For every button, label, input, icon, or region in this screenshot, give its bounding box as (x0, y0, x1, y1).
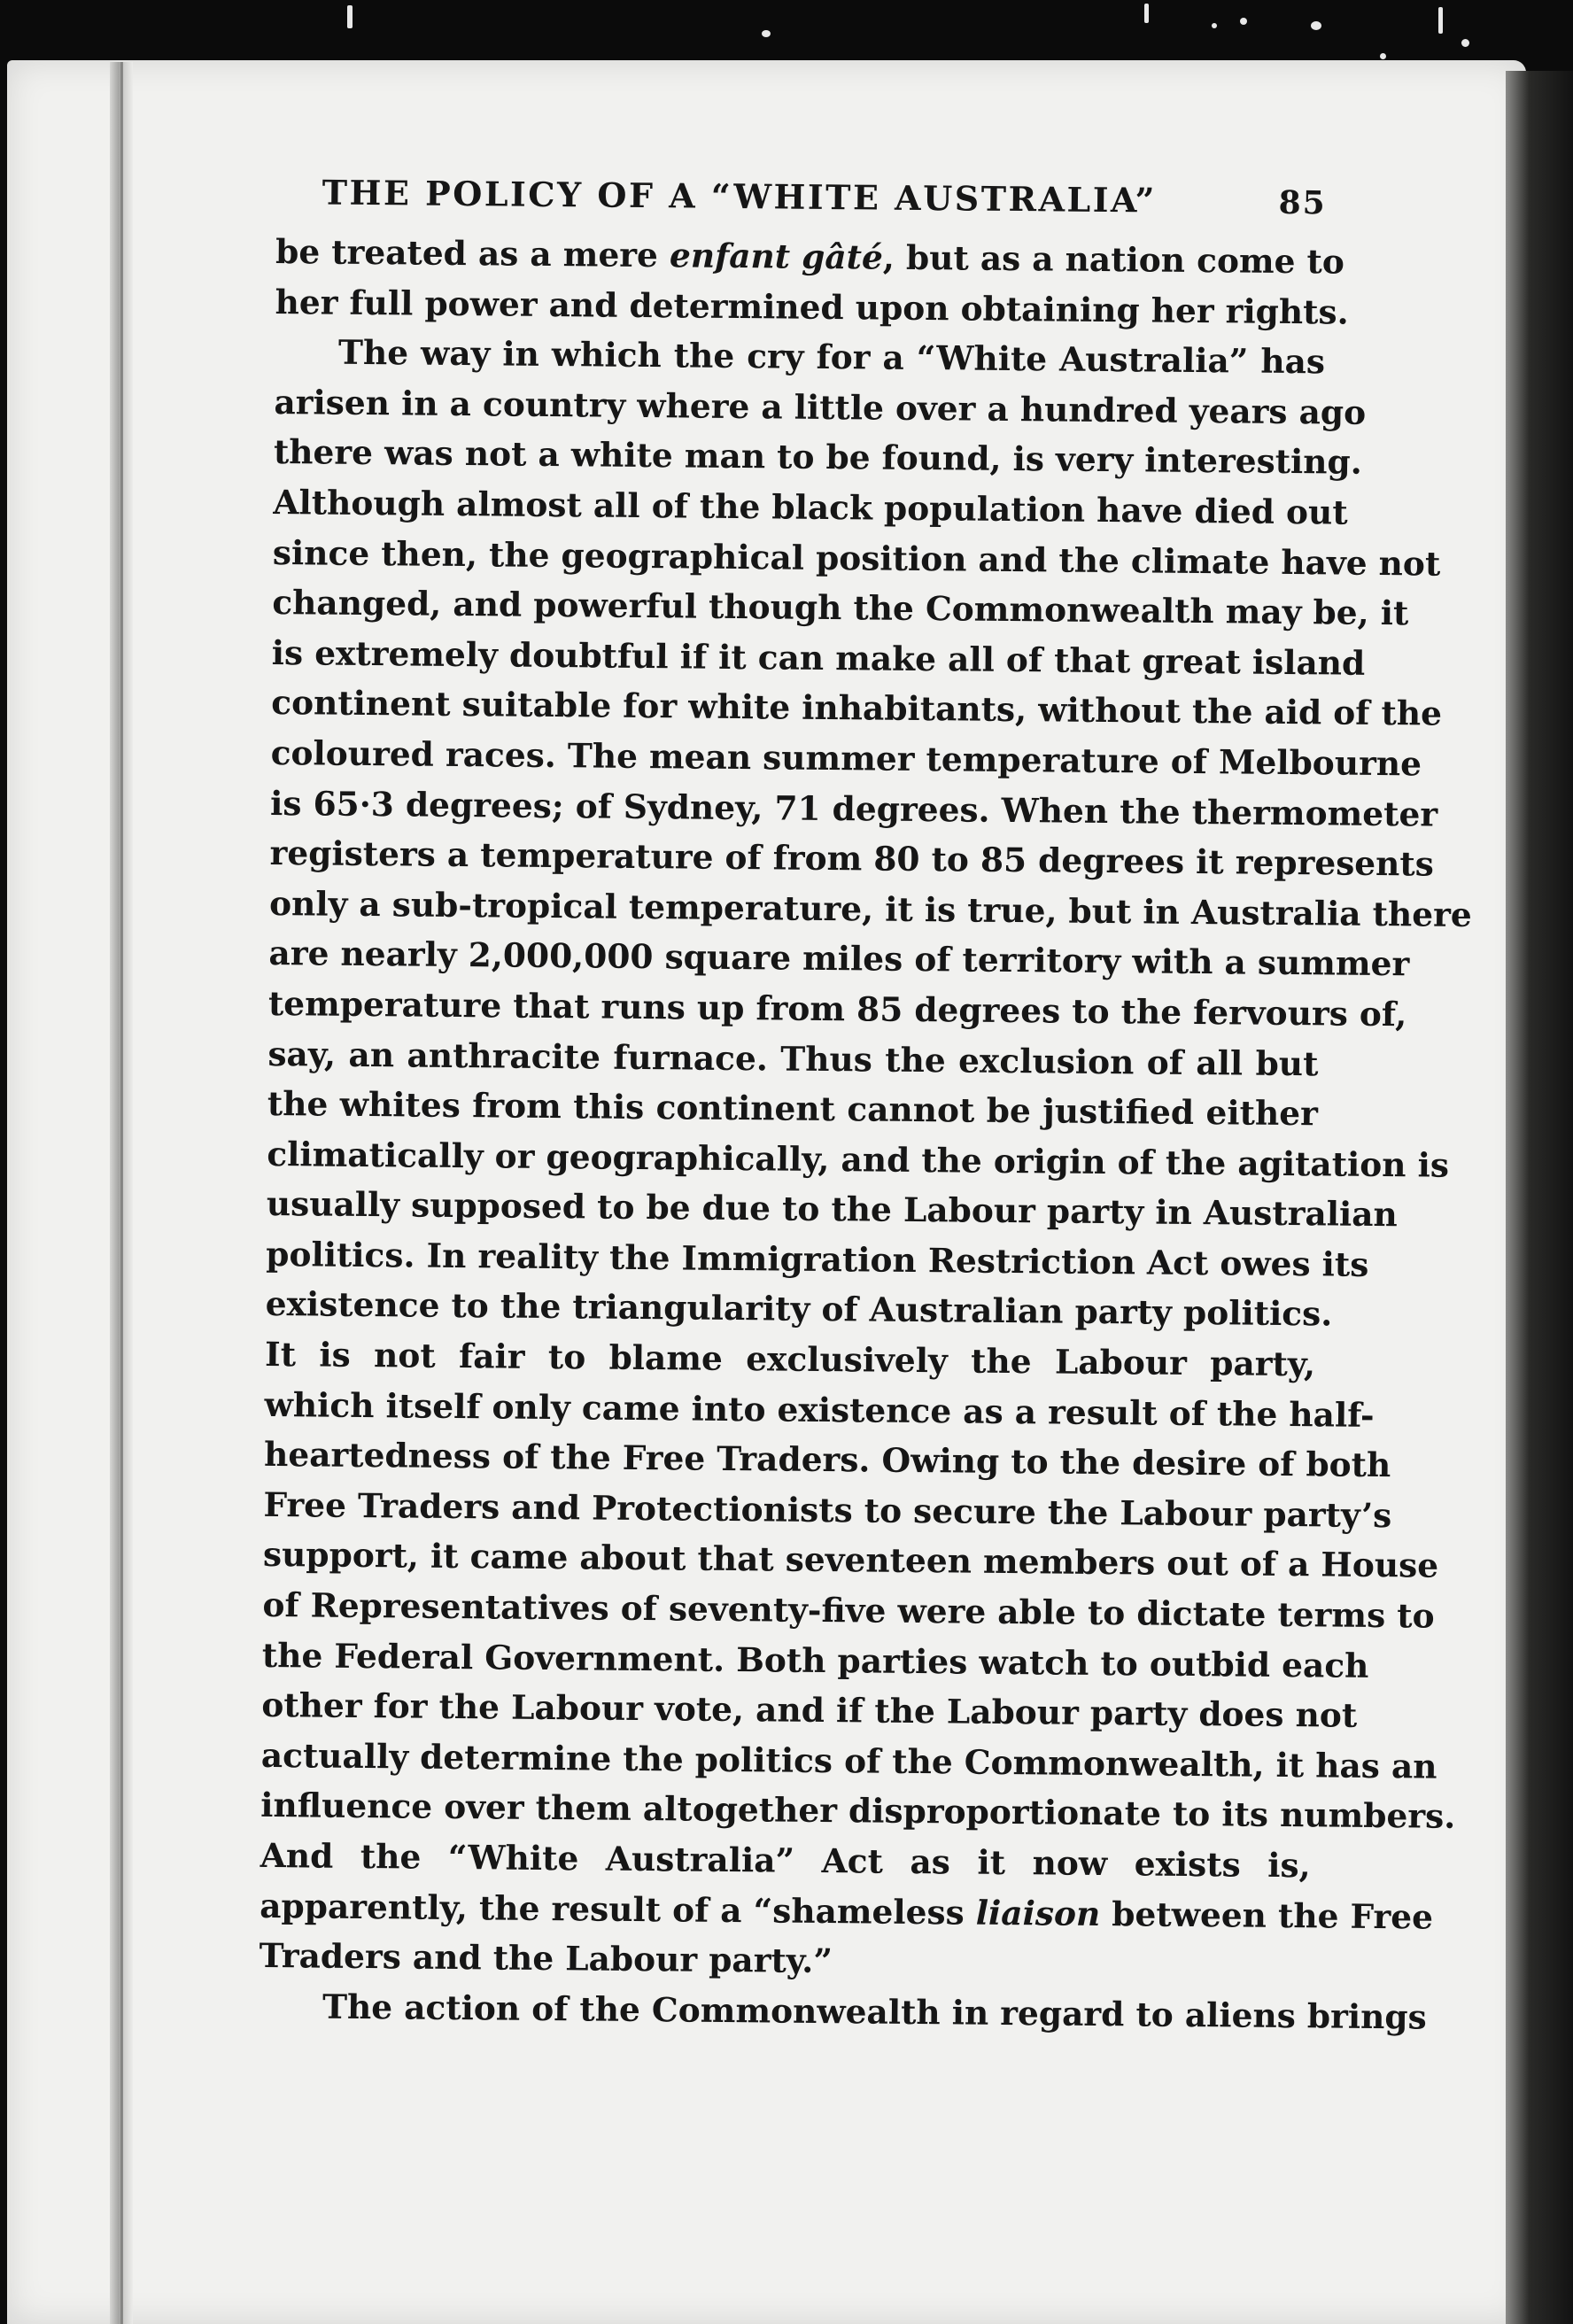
text-line: And the “White Australia” Act as it now exists is, (260, 1835, 1311, 1886)
text-line: be treated as a mere enfant gâté, but as a nation come to (275, 231, 1345, 282)
text-line: The way in which the cry for a “White Australia” has (337, 332, 1326, 382)
text-line: are nearly 2,000,000 square miles of territory with a summer (268, 933, 1410, 984)
text-line: It is not fair to blame exclusively the Labour party, (264, 1335, 1316, 1384)
text-line: Free Traders and Protectionists to secure the Labour party’s (263, 1484, 1392, 1536)
text-line: existence to the triangularity of Australian party politics. (265, 1284, 1333, 1334)
text-line: since then, the geographical position and the climate have not (272, 532, 1441, 584)
dust-speck (1438, 7, 1443, 34)
text-line: her full power and determined upon obtaining her rights. (275, 282, 1349, 332)
text-line: support, it came about that seventeen members out of a House (262, 1535, 1439, 1586)
dust-speck (347, 5, 353, 28)
dust-speck (1311, 21, 1321, 30)
dust-speck (1240, 18, 1247, 25)
text-line: usually supposed to be due to the Labour party in Australian (266, 1184, 1399, 1235)
running-head-title: THE POLICY OF A “WHITE AUSTRALIA” (322, 172, 1158, 221)
dust-speck (1380, 53, 1386, 59)
text-line: apparently, the result of a “shameless liaison between the Free (259, 1886, 1434, 1937)
italic-phrase: liaison (975, 1893, 1101, 1933)
text-line: coloured races. The mean summer temperature of Melbourne (270, 732, 1422, 784)
text-line: continent suitable for white inhabitants, without the aid of the (271, 683, 1443, 734)
italic-phrase: enfant gâté (669, 236, 884, 277)
body-text (259, 227, 1472, 2041)
text-line: the Federal Government. Both parties watch to outbid each (261, 1635, 1369, 1685)
page-number: 85 (1278, 183, 1327, 222)
text-line: of Representatives of seventy-five were able to dictate terms to (262, 1584, 1435, 1636)
book-right-edge (1506, 71, 1573, 2324)
dust-speck (1212, 23, 1217, 28)
dust-speck (762, 30, 771, 37)
text-line: changed, and powerful though the Commonwealth may be, it (272, 583, 1409, 633)
text-line: other for the Labour vote, and if the Labour party does not (261, 1685, 1358, 1736)
gutter-fold-line (120, 62, 123, 2324)
text-line: climatically or geographically, and the origin of the agitation is (267, 1134, 1450, 1185)
dust-speck (1144, 4, 1149, 23)
text-line: temperature that runs up from 85 degrees to the fervours of, (267, 983, 1407, 1034)
text-line: Traders and the Labour party.” (259, 1936, 833, 1981)
text-line: registers a temperature of from 80 to 85 degrees it represents (269, 833, 1435, 884)
text-line: which itself only came into existence as a result of the half- (264, 1384, 1375, 1435)
text-line: there was not a white man to be found, is very interesting. (273, 432, 1363, 483)
text-line: The action of the Commonwealth in regard to aliens brings (322, 1987, 1427, 2037)
text-line: influence over them altogether disproportionate to its numbers. (260, 1786, 1456, 1837)
text-line: heartedness of the Free Traders. Owing to the desire of both (263, 1435, 1391, 1485)
text-line: actually determine the politics of the Commonwealth, it has an (260, 1735, 1437, 1786)
text-line: Although almost all of the black population have died out (273, 482, 1348, 532)
running-head (322, 172, 1326, 229)
page-text-block (259, 172, 1472, 2041)
text-line: is 65·3 degrees; of Sydney, 71 degrees. When the thermometer (269, 783, 1438, 834)
dust-speck (1461, 39, 1469, 47)
text-line: the whites from this continent cannot be justified either (267, 1084, 1319, 1134)
text-line: is extremely doubtful if it can make all of that great island (271, 632, 1366, 683)
text-line: only a sub-tropical temperature, it is true, but in Australia there (268, 883, 1472, 934)
text-line: say, an anthracite furnace. Thus the exclusion of all but (267, 1034, 1319, 1083)
text-line: politics. In reality the Immigration Restriction Act owes its (266, 1234, 1369, 1284)
text-line: arisen in a country where a little over a hundred years ago (274, 382, 1367, 432)
